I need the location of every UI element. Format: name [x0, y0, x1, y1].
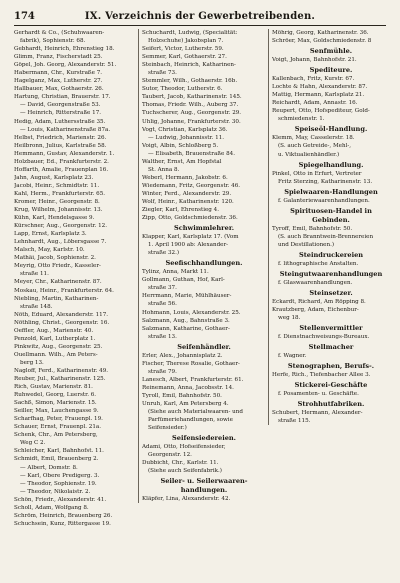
directory-entry: Weberl, Hermann, Jakobstr. 6. — [142, 174, 228, 181]
directory-entry: Lapp, Ernst, Karlsplatz 3. — [14, 231, 87, 238]
directory-entry: Kürschner, Aug., Georgenstr. 12. — [14, 223, 107, 230]
directory-entry: Unruh, Karl, Am Petersberg 4. — [142, 400, 229, 407]
section-heading: Gebinden. — [312, 215, 350, 224]
directory-entry: Lehnhardt, Aug., Löbersgasse 7. — [14, 239, 107, 246]
section-heading: Steindruckereien — [298, 250, 364, 259]
directory-entry: Seiller, Max, Lauchengasse 9. — [14, 408, 99, 415]
section-heading: Steinsetzer. — [309, 288, 353, 297]
directory-entry: Fritz Sterzing, Katharinenstr. 13. — [278, 178, 373, 185]
directory-entry: straße 13. — [148, 333, 177, 340]
directory-entry: Niebling, Martin, Katharinen- — [14, 295, 99, 302]
directory-entry: Ruhwedel, Georg, Luerstr. 6. — [14, 392, 97, 399]
section-heading: Stickerei-Geschäfte — [294, 381, 368, 390]
directory-entry: f. Dienstnachweisungs-Bureaux. — [278, 334, 370, 341]
directory-entry: schmiedenstr. 1. — [278, 116, 325, 123]
directory-entry: Gerhardt & Co., (Schuhwaaren- — [14, 30, 105, 36]
directory-entry: Voigt, Albin, Schloßberg 5. — [142, 142, 219, 149]
directory-entry: Weg C 2. — [20, 440, 46, 447]
section-heading: Seifenhändler. — [177, 342, 231, 351]
section-heading: Seiler- u. Seilerwaaren- — [160, 477, 248, 486]
directory-entry: Helbst, Friedrich, Marienstr. 26. — [14, 134, 107, 141]
directory-entry: Seifensieder.) — [148, 425, 187, 432]
directory-entry: Dubbicht, Chr., Karlstr. 11. — [142, 460, 219, 467]
directory-entry: Heilbronn, Julius, Karlstraße 58. — [14, 142, 107, 149]
directory-entry: Kallenbach, Fritz, Kurstr. 67. — [272, 76, 355, 83]
directory-entry: Adami, Otto, Hofseifensieder, — [142, 444, 226, 451]
directory-entry: straße 11. — [20, 271, 49, 278]
directory-entry: Schröer, Max, Goldschmiedenstr. 8 — [272, 38, 372, 45]
directory-entry: Walther, Ernst, Am Hopfstal — [142, 158, 222, 165]
directory-entry: Ziegler, Karl, Ehrenstieg 4. — [142, 207, 220, 214]
directory-entry: Reuber, Jul., Katharinenstr. 125. — [14, 376, 106, 383]
directory-entry: Schleicher, Karl, Bahnhofst. 11. — [14, 448, 104, 455]
directory-entry: St. Anna 8. — [148, 166, 180, 173]
column-middle — [138, 29, 266, 503]
directory-entry: Möhrig, Georg, Katharinenstr. 36. — [272, 30, 369, 36]
directory-entry: Salzmann, Aug., Bahnstraße 3. — [142, 317, 230, 324]
directory-entry: Habermann, Chr., Kurstraße 7. — [14, 70, 103, 77]
directory-entry: — Karl, Obere Predigerg. 3. — [20, 472, 100, 479]
directory-entry: Krug, Wilhelm, Johannisstr. 13. — [14, 207, 103, 214]
directory-entry: Eckardt, Richard, Am Röpping 8. — [272, 298, 366, 305]
directory-entry: Jacobi, Heinr., Schmidtstr. 11. — [14, 182, 100, 189]
directory-entry: — Ludwig, Johannisstr. 11. — [148, 134, 225, 141]
directory-entry: straße 79. — [148, 368, 177, 375]
directory-entry: f. Posamenten- u. Geschäfte. — [278, 391, 359, 398]
directory-entry: Reinemann, Anna, Jacobsstr. 14. — [142, 384, 234, 391]
section-heading: Steingutwaarenhandlungen — [279, 269, 383, 278]
directory-entry: Wiedemann, Fritz, Georgenstr. 46. — [142, 182, 241, 189]
directory-entry: Schröm, Heinrich, Brauenberg 26. — [14, 512, 113, 519]
directory-entry: Hoffarth, Amalie, Frauenplan 16. — [14, 166, 109, 173]
directory-entry: Uhlig, Johanne, Frankfurterstr. 30. — [142, 118, 241, 125]
directory-entry: — Heinrich, Ritterstraße 17. — [20, 110, 102, 117]
directory-entry: Holzschuhe) Jakobsplan 7. — [148, 38, 224, 45]
directory-entry: Thomas, Friedr. Wilh., Auberg 37. — [142, 102, 239, 109]
directory-entry: Schuchsein, Kunz, Rittergasse 19. — [14, 520, 111, 527]
directory-entry: und Destillationen.) — [278, 241, 335, 248]
directory-entry: Holzbauer, Ed., Frankfurterstr. 2. — [14, 158, 109, 165]
directory-entry: Tyroff, Emil, Bahnhofstr. 50. — [272, 225, 353, 232]
directory-entry: Scholl, Adam, Wolfgang 8. — [14, 504, 89, 511]
directory-entry: Schmidt, Emil, Brauenberg 2. — [14, 456, 99, 463]
directory-entry: f. Galanteriewaarenhandlungen. — [278, 197, 370, 204]
directory-entry: — Louis, Katharinenstraße 87a. — [20, 126, 111, 133]
directory-entry: Oeffler, Aug., Marienstr. 40. — [14, 327, 94, 334]
directory-entry: (S. auch Branntwein-Brennereien — [278, 233, 374, 240]
section-heading: handlungen. — [180, 486, 228, 495]
page-header — [14, 11, 386, 25]
section-heading: Spielwaaren-Handlungen — [284, 187, 378, 196]
directory-entry: Mattig, Hermann, Karlsplatz 21. — [272, 92, 365, 99]
directory-entry: — Elisabeth, Brauenstraße 84. — [148, 150, 236, 157]
column-left — [14, 29, 132, 528]
directory-entry: Herrmann, Marie, Mühlhäuser- — [142, 293, 232, 300]
directory-entry: Lochte & Hahn, Alexanderstr. 87. — [272, 84, 368, 91]
directory-entry: Fischer, Therese Rosalie, Gothaer- — [142, 360, 240, 367]
section-heading: Stellmacher — [308, 343, 354, 352]
page-title: IX. Verzeichnis der Gewerbetreibenden. — [84, 11, 316, 22]
directory-entry: Pinkel, Otto in Erfurt, Vertreter — [272, 170, 362, 177]
directory-entry: straße 115. — [278, 418, 311, 425]
directory-entry: Stemmler, Wilh., Gothaerstr. 16b. — [142, 78, 238, 85]
section-heading: Strohhutfabriken. — [297, 400, 365, 409]
section-heading: Schwimmlehrer. — [173, 224, 235, 233]
directory-entry: Sachß, Simon, Marienstr. 15. — [14, 400, 97, 407]
directory-entry: f. lithographische Anstalten. — [278, 260, 359, 267]
directory-entry: — Theodor, Sophienstr. 19. — [20, 480, 97, 487]
directory-entry: Salzmann, Katharine, Gothaer- — [142, 325, 230, 332]
directory-entry: Zipp, Otto, Goldschmiedenstr. 36. — [142, 215, 238, 222]
section-heading: Spiegelhandlung. — [298, 160, 364, 169]
directory-entry: — David, Georgenstraße 53. — [20, 102, 101, 109]
directory-entry: Ouellmann. Wilh., Am Peters- — [14, 351, 98, 358]
section-heading: Spediteure. — [309, 66, 353, 75]
directory-entry: Meyrig, Otto Friedr., Kasseler- — [14, 263, 101, 270]
directory-entry: straße 32.) — [148, 250, 180, 257]
directory-entry: Klemm, May, Casselerstr. 18. — [272, 135, 355, 142]
directory-entry: Tyroll, Emil, Bahnhofstr. 50. — [142, 392, 222, 399]
directory-entry: Schauer, Ernst, Frauenpl. 21a. — [14, 424, 102, 431]
directory-entry: straße 73. — [148, 70, 177, 77]
directory-entry: Hohmann, Louis, Alexanderstr. 25. — [142, 309, 241, 316]
directory-entry: Schuchardt, Ludwig, (Specialität: — [142, 30, 238, 36]
directory-entry: weg 18. — [278, 315, 301, 322]
directory-entry: Sutor, Theodor, Lutherstr. 6. — [142, 86, 223, 93]
section-heading: Senfmühle. — [309, 47, 353, 56]
directory-entry: Meyer, Chr., Katharinenstr. 87. — [14, 279, 102, 286]
directory-entry: Hedig, Adam, Luthersstraße 35. — [14, 118, 106, 125]
page-number: 174 — [14, 11, 35, 22]
directory-entry: straße 37. — [148, 285, 177, 292]
directory-entry: 1. April 1900 ab: Alexander- — [148, 242, 229, 249]
directory-entry: Nagloff, Ferd., Katharinenstr. 49. — [14, 367, 109, 374]
directory-entry: Klapper, Karl, Karlsplatz 17. (Vom — [142, 234, 239, 241]
directory-entry: Kühn, Karl, Hendelsgasse 9. — [14, 215, 95, 222]
directory-entry: Gollmann, Guthan, Hof, Karl- — [142, 277, 225, 284]
directory-entry: Voigt, Johann, Bahnhofstr. 21. — [272, 57, 357, 64]
directory-entry: Jahn, August, Karlsplatz 23. — [14, 174, 94, 181]
directory-entry: Semmer, Karl, Gothaerstr. 27. — [142, 54, 227, 61]
section-heading: Spirituosen-Handel in — [290, 206, 372, 215]
directory-entry: Seifert, Victor, Lutherstr. 59. — [142, 46, 224, 53]
column-right — [268, 29, 390, 425]
directory-entry: Herfe, Rich., Tiefenbacher Allee 3. — [272, 372, 371, 379]
directory-entry: Nöthling, Christ., Georgenstr. 16. — [14, 319, 110, 326]
directory-entry: Krautzberg, Adam, Eichenbur- — [272, 306, 359, 313]
directory-entry: Schenk, Chr., Am Petersberg, — [14, 432, 98, 439]
directory-entry: berg 13. — [20, 359, 44, 366]
directory-entry: Moskau, Heinr., Frankfurterstr. 64. — [14, 287, 114, 294]
directory-entry: Rich, Gustav, Marienstr. 81. — [14, 384, 93, 391]
directory-entry: Penzold, Karl, Lutherplatz 1. — [14, 335, 96, 342]
directory-entry: Steinbach, Heinrich, Katharinen- — [142, 62, 236, 69]
directory-entry: Hallbauer, Max, Gothaerstr. 26. — [14, 86, 104, 93]
section-heading: Stenographen, Berufs-. — [287, 362, 375, 371]
directory-entry: f. Glaswaarenhandlungen. — [278, 279, 353, 286]
directory-entry: Reichardt, Adam, Annastr. 16. — [272, 100, 358, 107]
directory-entry: Vogt, Christian, Karlsplatz 36. — [142, 126, 228, 133]
directory-entry: Georgenstr. 12. — [148, 452, 192, 459]
directory-entry: Mathäi, Jacob, Sophienstr. 2. — [14, 255, 96, 262]
directory-entry: straße 56. — [148, 301, 177, 308]
directory-entry: f. Wagner. — [278, 353, 307, 360]
directory-entry: (Siehe auch Seifenfabrik.) — [148, 468, 222, 475]
directory-entry: Pinkwitz, Aug., Georgenstr. 25. — [14, 343, 103, 350]
directory-entry: Tylinz, Anna, Markt 11. — [142, 269, 209, 276]
header-rule — [14, 25, 386, 26]
section-heading: Speiseöl-Handlung. — [294, 125, 368, 134]
directory-entry: straße 148. — [20, 303, 53, 310]
section-heading: Seifensiedereien. — [172, 434, 236, 443]
directory-entry: Kahl, Herm., Frankfurterstr. 65. — [14, 190, 106, 197]
section-heading: Seefischhandlungen. — [165, 259, 243, 268]
directory-entry: u. Viktualienhändler.) — [278, 151, 340, 158]
directory-entry: Erler, Alex., Johannisplatz 2. — [142, 352, 223, 359]
section-heading: Stellenvermittler — [299, 324, 363, 333]
directory-entry: fabrik), Sophienstr. 68. — [20, 38, 86, 45]
directory-entry: Gebhardt, Heinrich, Ehrenstieg 18. — [14, 46, 115, 53]
directory-entry: Nöth, Eduard, Alexanderstr. 117. — [14, 311, 109, 318]
directory-entry: — Albert, Domstr. 8. — [20, 464, 78, 471]
directory-entry: Reupert, Otto, Hofspediteur, Gold- — [272, 108, 370, 115]
directory-entry: Wolf, Heinr., Katharinenstr. 120. — [142, 198, 234, 205]
directory-entry: — Theodor, Nikolaistr. 2. — [20, 488, 91, 495]
directory-entry: Kläpfer, Lina, Alexanderstr. 42. — [142, 496, 231, 503]
directory-entry: Schön, Friedr., Alexanderstr. 41. — [14, 496, 107, 503]
directory-entry: Lanesch, Albert, Frankfurterstr. 61. — [142, 376, 244, 383]
directory-entry: Scharfhag, Peter, Frauenpl. 19. — [14, 416, 103, 423]
directory-entry: Taubert, Jacob, Katharinenstr. 145. — [142, 94, 242, 101]
directory-entry: (S. auch Getreide-, Mehl-, — [278, 143, 352, 150]
directory-entry: Tuchscherer, Aug., Georgenstr. 29. — [142, 110, 242, 117]
directory-entry: (Siehe auch Materialwaaren- und — [148, 409, 243, 416]
directory-entry: Hartung, Christian, Brauerstr. 17. — [14, 94, 111, 101]
directory-entry: Kromer, Heinr., Georgenstr. 8. — [14, 198, 100, 205]
directory-entry: Göpel, Joh. Georg, Alexanderstr. 51. — [14, 62, 117, 69]
directory-entry: Winter, Ferd., Alexanderstr. 29. — [142, 190, 232, 197]
directory-entry: Schubert, Hermann, Alexander- — [272, 410, 363, 417]
directory-entry: Malsch, May, Karlstr. 10. — [14, 247, 85, 254]
directory-entry: Parfümeriehandlungen, sowie — [148, 417, 233, 424]
directory-entry: Hagelganz, Max, Lutherstr. 27. — [14, 78, 103, 85]
directory-entry: Hemmann, Gustav, Alexanderstr. 1. — [14, 150, 115, 157]
directory-entry: Glimm, Franz, Fischerstadt 25. — [14, 54, 103, 61]
